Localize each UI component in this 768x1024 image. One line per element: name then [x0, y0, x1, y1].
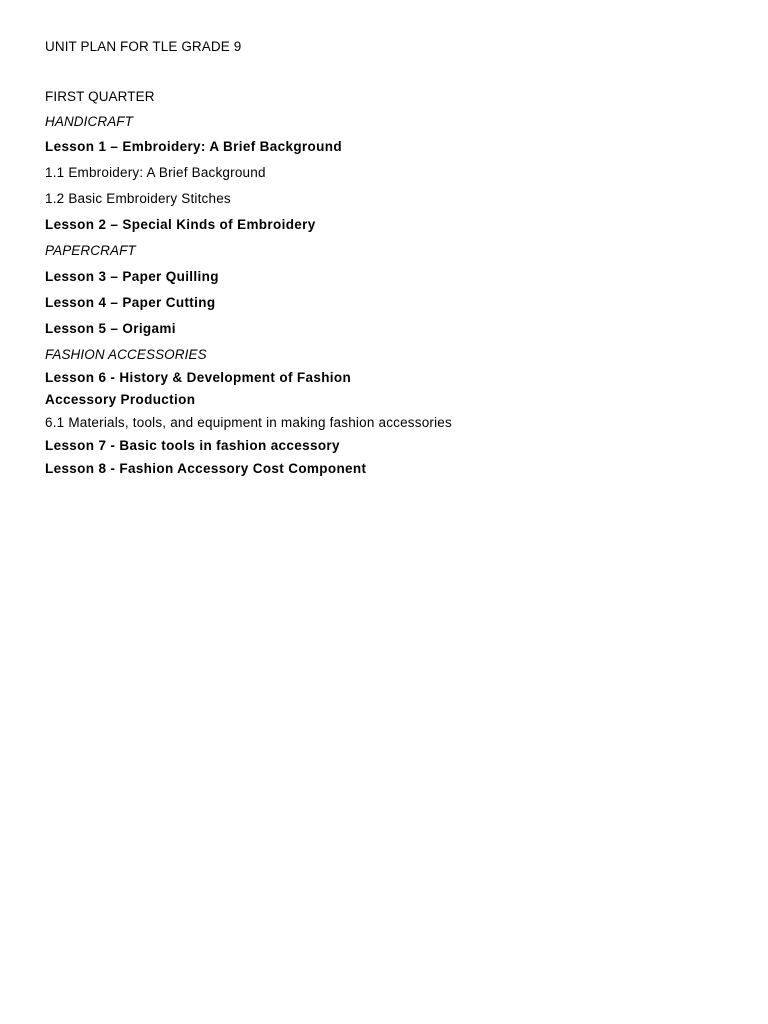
category-heading-fashion-accessories: FASHION ACCESSORIES — [45, 347, 207, 362]
lesson-5: Lesson 5 – Origami — [45, 321, 176, 336]
category-heading-papercraft: PAPERCRAFT — [45, 243, 136, 258]
lesson-7: Lesson 7 - Basic tools in fashion accessory — [45, 438, 340, 453]
lesson-4: Lesson 4 – Paper Cutting — [45, 295, 216, 310]
lesson-3: Lesson 3 – Paper Quilling — [45, 269, 219, 284]
lesson-8: Lesson 8 - Fashion Accessory Cost Component — [45, 461, 367, 476]
quarter-heading: FIRST QUARTER — [45, 89, 155, 104]
sublesson-6-1: 6.1 Materials, tools, and equipment in making fashion accessories — [45, 415, 452, 430]
category-heading-handicraft: HANDICRAFT — [45, 114, 133, 129]
document-title: UNIT PLAN FOR TLE GRADE 9 — [45, 39, 242, 54]
sublesson-1-2: 1.2 Basic Embroidery Stitches — [45, 191, 231, 206]
sublesson-1-1: 1.1 Embroidery: A Brief Background — [45, 165, 266, 180]
lesson-1: Lesson 1 – Embroidery: A Brief Background — [45, 139, 342, 154]
lesson-2: Lesson 2 – Special Kinds of Embroidery — [45, 217, 316, 232]
lesson-6-line-2: Accessory Production — [45, 392, 196, 407]
lesson-6-line-1: Lesson 6 - History & Development of Fashion — [45, 370, 352, 385]
